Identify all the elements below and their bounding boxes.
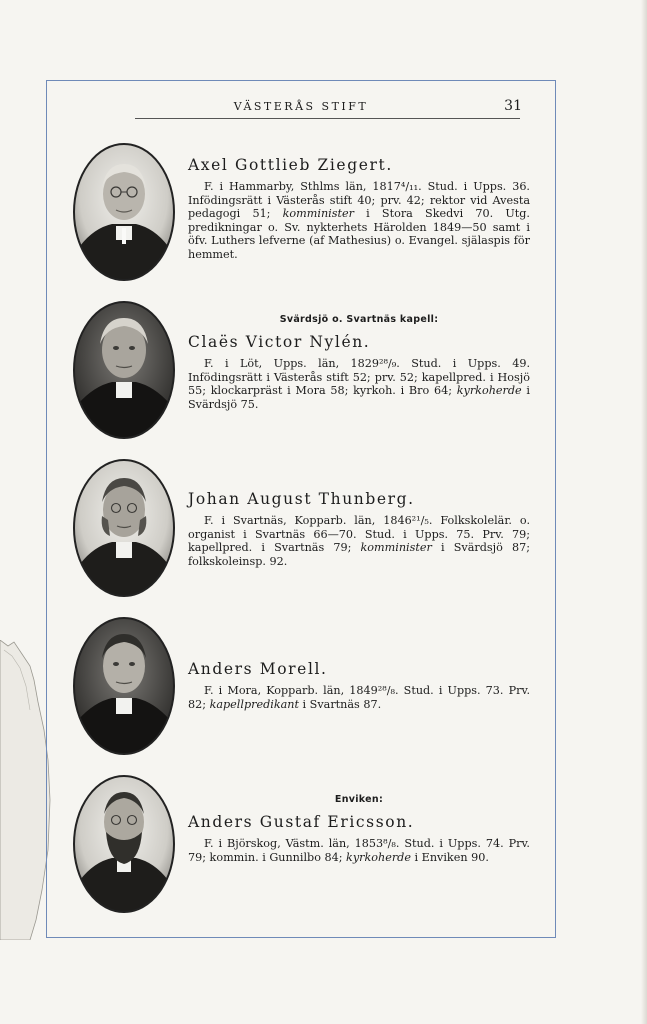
portrait-oval: [72, 458, 176, 598]
page-header: [46, 100, 556, 120]
portrait-oval: [72, 142, 176, 282]
biography-text: F. i Mora, Kopparb. län, 1849²⁸/₈. Stud. i Upps. 73. Prv. 82; kapellpredikant i Svartnäs 87.: [188, 684, 530, 711]
portrait-oval: [72, 774, 176, 914]
person-name: Claës Victor Nylén.: [188, 333, 371, 351]
person-name: Anders Gustaf Ericsson.: [188, 813, 415, 831]
biography-text: F. i Hammarby, Sthlms län, 1817⁴/₁₁. Stud. i Upps. 36. Infödingsrätt i Västerås stift 40; prv. 42; rektor vid Avesta pedagogi 51; komminister i Stora Skedvi 70. Utg. predikningar o. Sv. nykterhets Härolden 1849—50 samt i öfv. Luthers lefverne (af Mathesius) o. Evangel. själaspis för hemmet.: [188, 180, 530, 261]
running-head: VÄSTERÅS STIFT: [233, 100, 369, 113]
biography-text: F. i Svartnäs, Kopparb. län, 1846²¹/₅. Folkskolelär. o. organist i Svartnäs 66—70. Stud. i Upps. 75. Prv. 79; kapellpred. i Svartnäs 79; komminister i Svärdsjö 87; folkskoleinsp. 92.: [188, 514, 530, 568]
page-number: 31: [504, 98, 522, 114]
section-heading: Svärdsjö o. Svartnäs kapell:: [279, 314, 439, 325]
portrait-oval: [72, 300, 176, 440]
biography-text: F. i Löt, Upps. län, 1829²⁸/₉. Stud. i Upps. 49. Infödingsrätt i Västerås stift 52; prv. 52; kapellpred. i Hosjö 55; klockarpräst i Mora 58; kyrkoh. i Bro 64; kyrkoherde i Svärdsjö 75.: [188, 357, 530, 411]
person-name: Anders Morell.: [188, 660, 328, 678]
section-heading: Enviken:: [334, 794, 384, 805]
biography-text: F. i Björskog, Västm. län, 1853⁸/₈. Stud. i Upps. 74. Prv. 79; kommin. i Gunnilbo 84; kyrkoherde i Enviken 90.: [188, 837, 530, 864]
header-rule: [135, 118, 520, 119]
person-name: Axel Gottlieb Ziegert.: [188, 156, 393, 174]
person-name: Johan August Thunberg.: [188, 490, 415, 508]
portrait-oval: [72, 616, 176, 756]
page-edge: [641, 0, 647, 1024]
